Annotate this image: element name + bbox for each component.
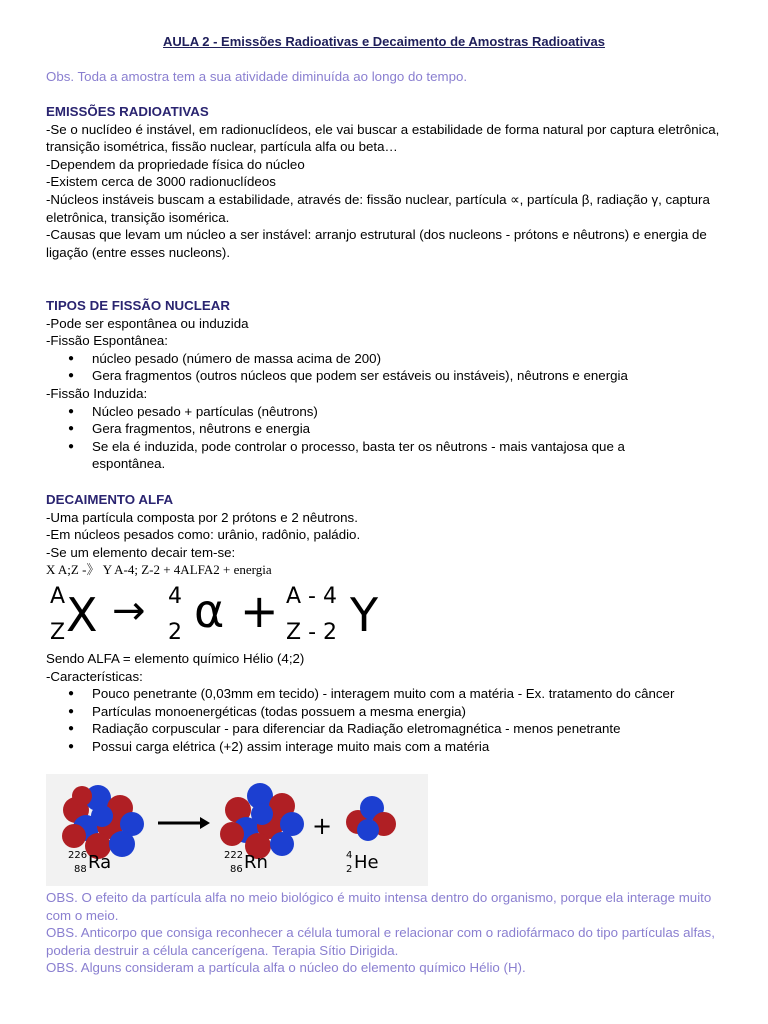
- section-decaimento: [46, 491, 736, 579]
- bullet-list: [46, 403, 736, 473]
- paragraph-line: -Pode ser espontânea ou induzida: [46, 315, 249, 331]
- obs-note: OBS. Alguns consideram a partícula alfa o núcleo do elemento químico Hélio (H).: [46, 960, 526, 976]
- paragraph-line: -Dependem da propriedade física do núcleo: [46, 156, 305, 172]
- paragraph-line: -Fissão Induzida:: [46, 385, 148, 401]
- y-symbol: Y: [350, 588, 379, 642]
- rn-symbol: Rn: [244, 852, 268, 873]
- paragraph-line: Sendo ALFA = elemento químico Hélio (4;2): [46, 651, 305, 666]
- equation-text: X A;Z -》 Y A-4; Z-2 + 4ALFA2 + energia: [46, 562, 272, 578]
- x-atomic-number: Z: [50, 620, 66, 645]
- y-mass-number: A - 4: [286, 584, 337, 609]
- list-item: ● Pouco penetrante (0,03mm em tecido) - interagem muito com a matéria - Ex. tratamento do câncer: [92, 685, 736, 703]
- section-heading: TIPOS DE FISSÃO NUCLEAR: [46, 298, 230, 313]
- alpha-symbol: α: [194, 584, 225, 638]
- alpha-decay-equation: [46, 584, 466, 648]
- arrow-icon: [158, 817, 210, 829]
- paragraph-line: -Se um elemento decair tem-se:: [46, 544, 236, 560]
- section-emissoes: [46, 103, 736, 261]
- paragraph-line: -Núcleos instáveis buscam a estabilidade, através de: fissão nuclear, partícula ∝, partícula β, radiação γ, captura eletrônica, transição isomérica.: [46, 191, 710, 225]
- ra-symbol: Ra: [88, 852, 112, 873]
- paragraph-line: -Existem cerca de 3000 radionuclídeos: [46, 174, 276, 190]
- arrow-symbol: →: [112, 588, 146, 634]
- plus-sign: +: [312, 812, 333, 840]
- paragraph-line: -Uma partícula composta por 2 prótons e 2 nêutrons.: [46, 509, 358, 525]
- he-mass: 4: [346, 850, 353, 861]
- ra-mass: 226: [68, 850, 88, 861]
- paragraph-line: -Se o nuclídeo é instável, em radionuclídeos, ele vai buscar a estabilidade de forma natural por captura eletrônica, transição isométrica, fissão nuclear, partícula alfa ou beta…: [46, 121, 720, 155]
- plus-symbol: +: [240, 584, 279, 638]
- helium-nucleus-icon: [346, 796, 396, 841]
- paragraph-line: -Fissão Espontânea:: [46, 333, 168, 349]
- rn-number: 86: [230, 864, 243, 875]
- list-item: ● Possui carga elétrica (+2) assim interage muito mais com a matéria: [92, 738, 736, 756]
- bullet-list: [46, 350, 736, 385]
- alpha-atomic-number: 2: [168, 620, 182, 645]
- list-item: ● Se ela é induzida, pode controlar o processo, basta ter os nêutrons - mais vantajosa que a espontânea.: [92, 438, 666, 473]
- section-heading: DECAIMENTO ALFA: [46, 492, 174, 507]
- page-title: AULA 2 - Emissões Radioativas e Decaimento de Amostras Radioativas: [163, 34, 605, 49]
- list-item: ● Radiação corpuscular - para diferenciar da Radiação eletromagnética - menos penetrante: [92, 720, 736, 738]
- y-atomic-number: Z - 2: [286, 620, 337, 645]
- paragraph-line: -Características:: [46, 668, 143, 684]
- section-fissao: [46, 297, 736, 473]
- list-item: ● núcleo pesado (número de massa acima de 200): [92, 350, 736, 368]
- rn-mass: 222: [224, 850, 244, 861]
- alpha-mass-number: 4: [168, 584, 182, 609]
- final-notes: [46, 889, 736, 977]
- he-number: 2: [346, 864, 353, 875]
- obs-note: OBS. Anticorpo que consiga reconhecer a célula tumoral e relacionar com o radiofármaco do tipo partículas alfas, poderia destruir a célula cancerígena. Terapia Sítio Dirigida.: [46, 925, 715, 958]
- list-item: ● Gera fragmentos, nêutrons e energia: [92, 420, 666, 438]
- alpha-decay-figure: [46, 774, 428, 886]
- section-caracteristicas: [46, 650, 736, 756]
- paragraph-line: -Em núcleos pesados como: urânio, radônio, paládio.: [46, 527, 361, 543]
- bullet-list: [46, 685, 736, 755]
- obs-note: OBS. O efeito da partícula alfa no meio biológico é muito intensa dentro do organismo, porque ela interage muito com o meio.: [46, 890, 712, 923]
- list-item: ● Núcleo pesado + partículas (nêutrons): [92, 403, 666, 421]
- ra-number: 88: [74, 864, 87, 875]
- radon-nucleus-icon: [220, 783, 304, 859]
- he-symbol: He: [354, 852, 379, 873]
- x-symbol: X: [66, 588, 98, 642]
- x-mass-number: A: [50, 584, 66, 609]
- list-item: ● Partículas monoenergéticas (todas possuem a mesma energia): [92, 703, 736, 721]
- paragraph-line: -Causas que levam um núcleo a ser instável: arranjo estrutural (dos nucleons - prótons e nêutrons) e energia de ligação (entre esses nucleons).: [46, 227, 707, 260]
- list-item: ● Gera fragmentos (outros núcleos que podem ser estáveis ou instáveis), nêutrons e energia: [92, 367, 736, 385]
- section-heading: EMISSÕES RADIOATIVAS: [46, 104, 209, 119]
- radium-nucleus-icon: [62, 785, 144, 859]
- intro-note: Obs. Toda a amostra tem a sua atividade diminuída ao longo do tempo.: [46, 69, 468, 84]
